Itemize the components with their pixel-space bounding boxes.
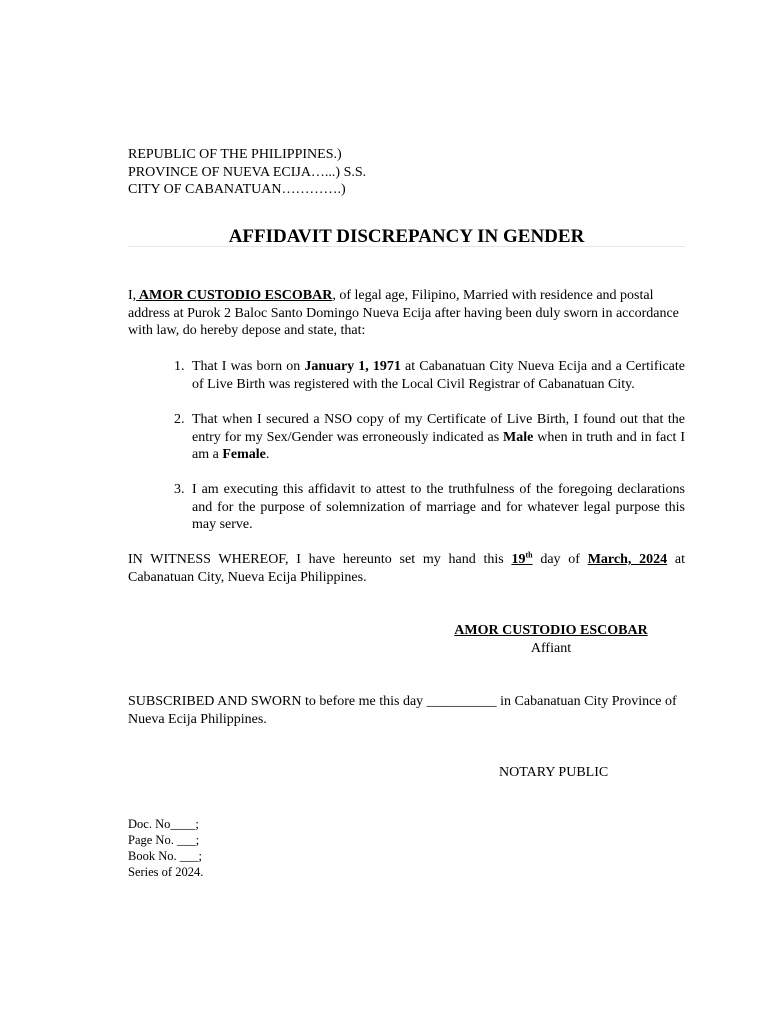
item-number: 1. bbox=[174, 359, 185, 374]
item-text: . bbox=[265, 447, 270, 462]
intro-prefix: I, bbox=[128, 288, 137, 303]
item-text: I am executing this affidavit to attest to the truthfulness of the foregoing declarations and for the purpose of solemnization of marriage and for whatever legal purpose this may serve. bbox=[192, 482, 685, 532]
affiant-name-intro: AMOR CUSTODIO ESCOBAR bbox=[136, 288, 333, 303]
item-text: when in truth and in fact I am a bbox=[192, 429, 685, 462]
witness-day-number: 19 bbox=[511, 552, 526, 567]
affiant-name: AMOR CUSTODIO ESCOBAR bbox=[454, 623, 648, 638]
intro-text: , of legal age, Filipino, Married with residence and postal address at Purok 2 Baloc Santo Domingo Nueva Ecija after having been duly sworn in accordance with law, do hereby depose and state, that: bbox=[128, 288, 679, 338]
page-number: Page No. ___; bbox=[128, 833, 200, 847]
intro-paragraph bbox=[128, 287, 685, 340]
item-number: 2. bbox=[174, 412, 185, 427]
doc-number: Doc. No____; bbox=[128, 817, 199, 831]
caption-province: PROVINCE OF NUEVA ECIJA…...) S.S. bbox=[128, 164, 367, 180]
item-text: That when I secured a NSO copy of my Certificate of Live Birth, I found out that the entry for my Sex/Gender was erroneously indicated as bbox=[192, 412, 685, 445]
subscribed-paragraph: SUBSCRIBED AND SWORN to before me this day __________ in Cabanatuan City Province of Nueva Ecija Philippines. bbox=[128, 694, 677, 727]
item-text: That I was born on bbox=[192, 359, 305, 374]
notary-public-label: NOTARY PUBLIC bbox=[499, 765, 609, 780]
series-year: Series of 2024. bbox=[128, 865, 204, 879]
list-item bbox=[172, 411, 685, 464]
recorded-gender: Male bbox=[503, 429, 534, 445]
witness-text: IN WITNESS WHEREOF, I have hereunto set my hand this bbox=[128, 552, 512, 567]
list-item bbox=[172, 481, 685, 534]
witness-text: at Cabanatuan City, Nueva Ecija Philippines. bbox=[128, 552, 685, 585]
book-number: Book No. ___; bbox=[128, 849, 202, 863]
notarial-register bbox=[128, 816, 685, 880]
item-number: 3. bbox=[174, 482, 185, 497]
caption-city: CITY OF CABANATUAN………….) bbox=[128, 182, 346, 197]
title-divider bbox=[128, 246, 685, 247]
correct-gender: Female bbox=[222, 447, 266, 462]
birth-date: January 1, 1971 bbox=[304, 359, 401, 374]
witness-paragraph bbox=[128, 551, 685, 586]
affiant-signature-block bbox=[440, 622, 662, 657]
witness-month: March, 2024 bbox=[587, 552, 668, 567]
witness-text: day of bbox=[532, 552, 588, 567]
list-item bbox=[172, 358, 685, 393]
document-title: AFFIDAVIT DISCREPANCY IN GENDER bbox=[228, 226, 585, 247]
venue-caption bbox=[128, 146, 685, 199]
witness-day-suffix: th bbox=[525, 550, 533, 560]
item-text: at Cabanatuan City Nueva Ecija and a Certificate of Live Birth was registered with the Local Civil Registrar of Cabanatuan City. bbox=[192, 359, 685, 392]
caption-republic: REPUBLIC OF THE PHILIPPINES.) bbox=[128, 147, 342, 162]
affiant-label: Affiant bbox=[530, 640, 572, 656]
witness-day bbox=[511, 552, 532, 567]
